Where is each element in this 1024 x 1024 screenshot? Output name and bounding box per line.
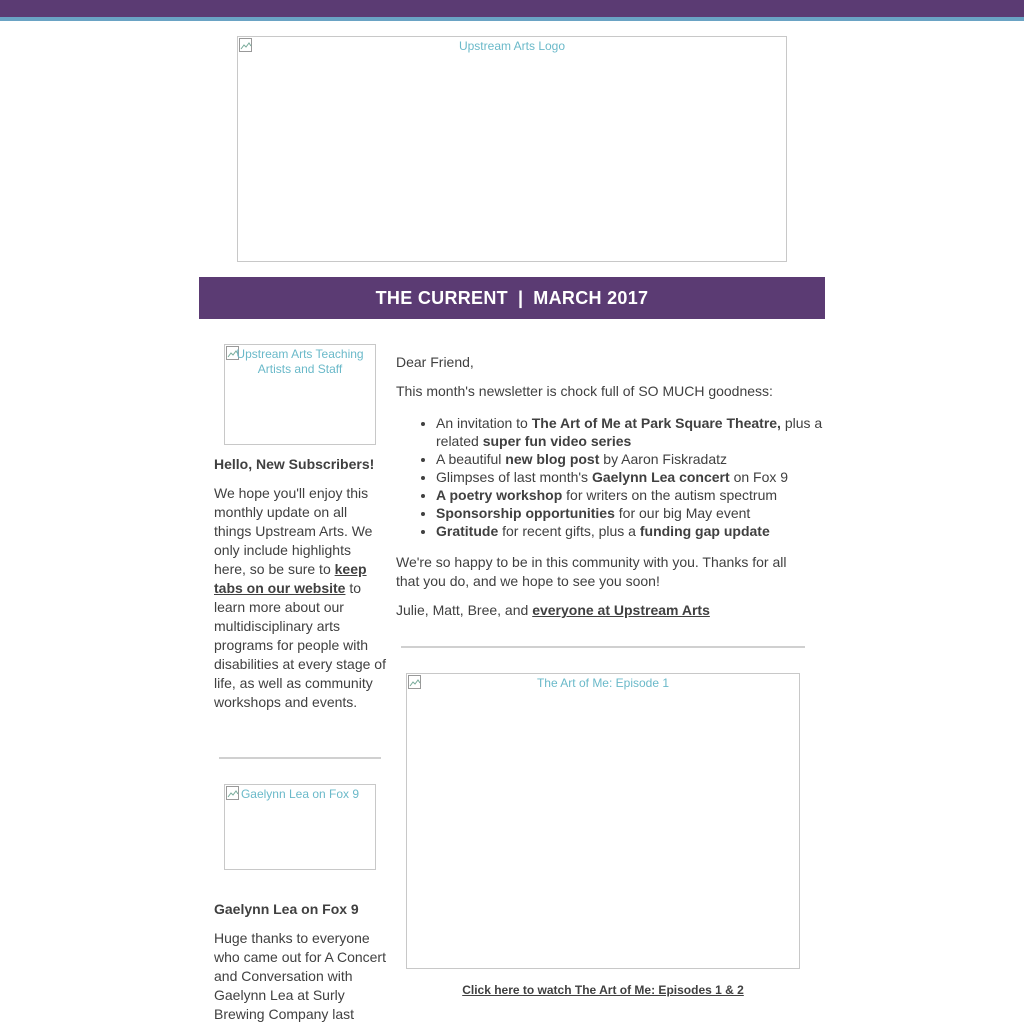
bullet-text: on Fox 9: [733, 469, 789, 485]
fox9-image[interactable]: [224, 784, 376, 870]
top-accent-stripe: [0, 17, 1024, 21]
banner-separator: |: [517, 288, 524, 308]
bullet-bold: Gaelynn Lea concert: [591, 469, 730, 485]
list-item: [436, 486, 846, 504]
banner-date: MARCH 2017: [533, 288, 649, 308]
bullet-text: Glimpses of last month's: [436, 469, 589, 485]
video-image-alt-text: The Art of Me: Episode 1: [536, 676, 670, 690]
logo-alt-text: Upstream Arts Logo: [458, 39, 566, 53]
broken-image-icon: [226, 786, 240, 800]
sidebar-divider: [219, 757, 381, 759]
greeting: Dear Friend,: [396, 354, 474, 370]
bullet-bold: The Art of Me at Park Square Theatre,: [531, 415, 781, 431]
bullet-text: for writers on the autism spectrum: [566, 487, 778, 503]
logo-image[interactable]: [237, 36, 787, 262]
bullet-text: for our big May event: [618, 505, 751, 521]
bullet-text: A beautiful: [436, 451, 502, 467]
broken-image-icon: [239, 38, 253, 52]
broken-image-icon: [408, 675, 422, 689]
list-item: [436, 450, 846, 468]
watch-episodes-link[interactable]: Click here to watch The Art of Me: Episodes 1 & 2: [462, 983, 744, 997]
banner-title: THE CURRENT: [375, 288, 508, 308]
top-color-bar: [0, 0, 1024, 17]
bullet-text: for recent gifts, plus a: [502, 523, 636, 539]
subscribers-paragraph: [214, 484, 386, 712]
intro-text: This month's newsletter is chock full of SO MUCH goodness:: [396, 383, 773, 399]
main-divider: [401, 646, 805, 648]
fox9-image-alt-text: Gaelynn Lea on Fox 9: [240, 787, 360, 801]
signoff: [396, 601, 806, 620]
bullet-bold: A poetry workshop: [436, 487, 563, 503]
subscribers-heading: Hello, New Subscribers!: [214, 456, 375, 472]
list-item: [436, 522, 846, 540]
signoff-text: Julie, Matt, Bree, and: [396, 602, 529, 618]
subscribers-text-2: to learn more about our multidisciplinary arts programs for people with disabilities at every stage of life, as well as community workshops and events.: [214, 580, 386, 710]
staff-image[interactable]: [224, 344, 376, 445]
bullet-bold: new blog post: [505, 451, 600, 467]
list-item: [436, 468, 846, 486]
list-item: [436, 504, 846, 522]
fox9-heading: Gaelynn Lea on Fox 9: [214, 901, 359, 917]
staff-image-alt-text: Upstream Arts Teaching Artists and Staff: [236, 347, 364, 376]
newsletter-banner: [199, 277, 825, 319]
subscribers-text-1: We hope you'll enjoy this monthly update on all things Upstream Arts. We only include highlights here, so be sure to: [214, 485, 373, 577]
fox9-paragraph: Huge thanks to everyone who came out for A Concert and Conversation with Gaelynn Lea at Surly Brewing Company last: [214, 930, 386, 1022]
website-link[interactable]: keep tabs on our website: [214, 561, 367, 596]
bullet-text: An invitation to: [436, 415, 528, 431]
bullet-text: plus a related: [436, 415, 823, 449]
upstream-arts-link[interactable]: everyone at Upstream Arts: [532, 602, 710, 618]
closing-text: We're so happy to be in this community with you. Thanks for all that you do, and we hope to see you soon!: [396, 554, 787, 589]
bullet-text: by Aaron Fiskradatz: [603, 451, 728, 467]
list-item: [436, 414, 846, 450]
bullet-bold: Sponsorship opportunities: [436, 505, 615, 521]
bullet-bold: super fun video series: [482, 433, 632, 449]
highlights-list: [396, 414, 846, 540]
bullet-bold: Gratitude: [436, 523, 499, 539]
video-image[interactable]: [406, 673, 800, 969]
bullet-bold: funding gap update: [639, 523, 770, 539]
